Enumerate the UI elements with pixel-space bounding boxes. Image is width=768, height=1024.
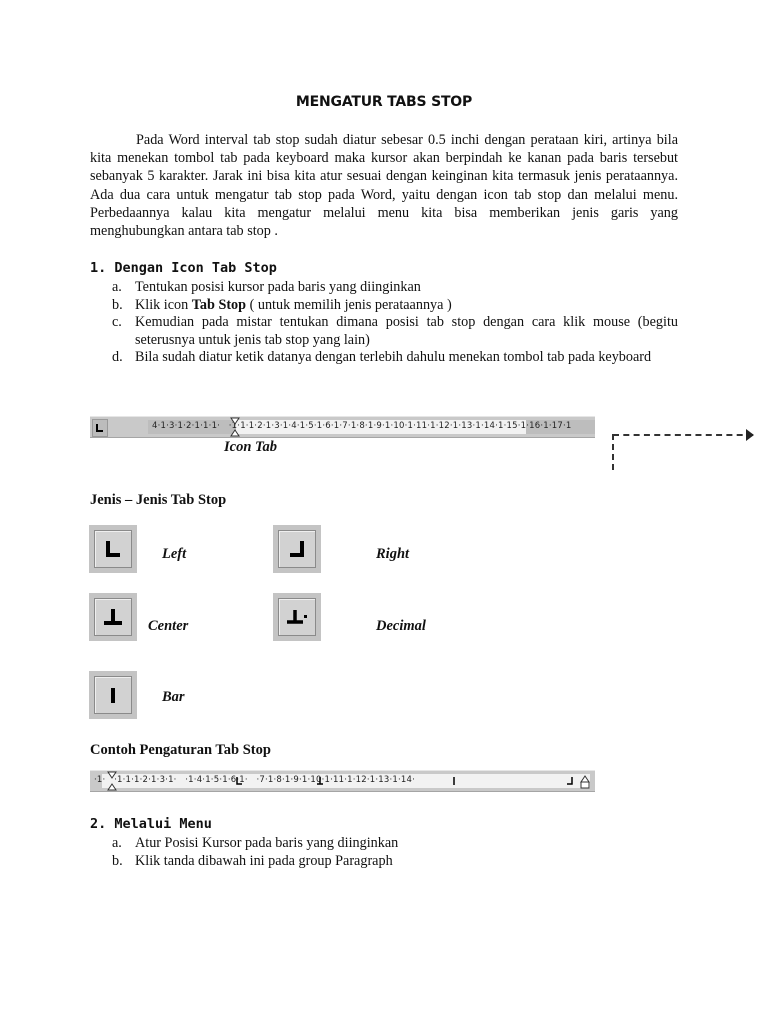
arrow-head-icon — [746, 429, 754, 441]
left-tab-icon — [89, 525, 137, 573]
list-item: b. Klik icon Tab Stop ( untuk memilih jenis perataannya ) — [112, 296, 452, 313]
right-tab-label: Right — [376, 546, 410, 562]
bar-tab-marker-icon[interactable] — [451, 777, 457, 785]
list-item: d. Bila sudah diatur ketik datanya dengan terlebih dahulu menekan tombol tab pada keyboard — [112, 349, 652, 365]
center-tab-icon — [89, 593, 137, 641]
decimal-tab-icon — [273, 593, 321, 641]
example-heading: Contoh Pengaturan Tab Stop — [90, 742, 271, 758]
icon-tab-label: Icon Tab — [224, 439, 278, 455]
left-tab-marker-icon[interactable] — [236, 777, 242, 785]
section1-heading: 1. Dengan Icon Tab Stop — [90, 260, 277, 276]
bar-tab-label: Bar — [162, 689, 185, 705]
decimal-tab-label: Decimal — [376, 618, 426, 634]
intro-paragraph: Pada Word interval tab stop sudah diatur sebesar 0.5 inchi dengan perataan kiri, artinya bila kita menekan tombol tab pada keyboard maka kursor akan berpindah ke kanan pada baris tersebut sebanyak 5 karakter. Jarak ini bisa kita atur sesuai dengan keinginan kita termasuk jenis perataannya. Ada dua cara untuk mengatur tab stop pada Word, yaitu dengan icon tab stop dan melalui menu. Perbedaannya kalau kita mengatur melalui menu kita bisa memberikan jenis garis yang menghubungkan antara tab stop . — [90, 132, 678, 240]
indent-marker-icon[interactable] — [107, 771, 117, 791]
indent-marker-icon[interactable] — [230, 417, 240, 437]
section1-steps — [90, 279, 678, 367]
ruler-numbers: 4·1·3·1·2·1·1·1· ·1·1·1·2·1·3·1·4·1·5·1·6·1·7·1·8·1·9·1·10·1·11·1·12·1·13·1·14·1·15·1·16·1·17·1 — [152, 421, 572, 431]
ruler-with-icon-tab[interactable] — [90, 416, 595, 438]
arrow-connector — [612, 434, 614, 470]
list-item: a. Tentukan posisi kursor pada baris yang diinginkan — [112, 279, 421, 295]
types-heading: Jenis – Jenis Tab Stop — [90, 492, 227, 508]
bar-tab-icon — [89, 671, 137, 719]
center-tab-label: Center — [148, 618, 189, 634]
list-item: a. Atur Posisi Kursor pada baris yang diinginkan — [112, 835, 399, 851]
right-tab-marker-icon[interactable] — [567, 777, 573, 785]
section2-steps — [90, 835, 678, 870]
page-title: MENGATUR TABS STOP — [295, 94, 473, 110]
list-item: b. Klik tanda dibawah ini pada group Paragraph — [112, 852, 393, 869]
left-tab-label: Left — [162, 546, 187, 562]
example-ruler[interactable] — [90, 770, 595, 792]
center-tab-marker-icon[interactable] — [317, 777, 323, 785]
right-tab-icon — [273, 525, 321, 573]
tab-selector-icon[interactable] — [92, 419, 108, 437]
section2-heading: 2. Melalui Menu — [90, 816, 212, 832]
list-item: c. Kemudian pada mistar tentukan dimana posisi tab stop dengan cara klik mouse (begitu seterusnya untuk jenis tab stop yang lain) — [112, 314, 678, 348]
right-indent-marker-icon[interactable] — [580, 775, 590, 789]
ruler-numbers: ·1· ·1·1·1·2·1·3·1· ·1·4·1·5·1·6·1· ·7·1·8·1·9·1·10·1·11·1·12·1·13·1·14· — [94, 775, 416, 785]
arrow-line — [613, 434, 753, 436]
